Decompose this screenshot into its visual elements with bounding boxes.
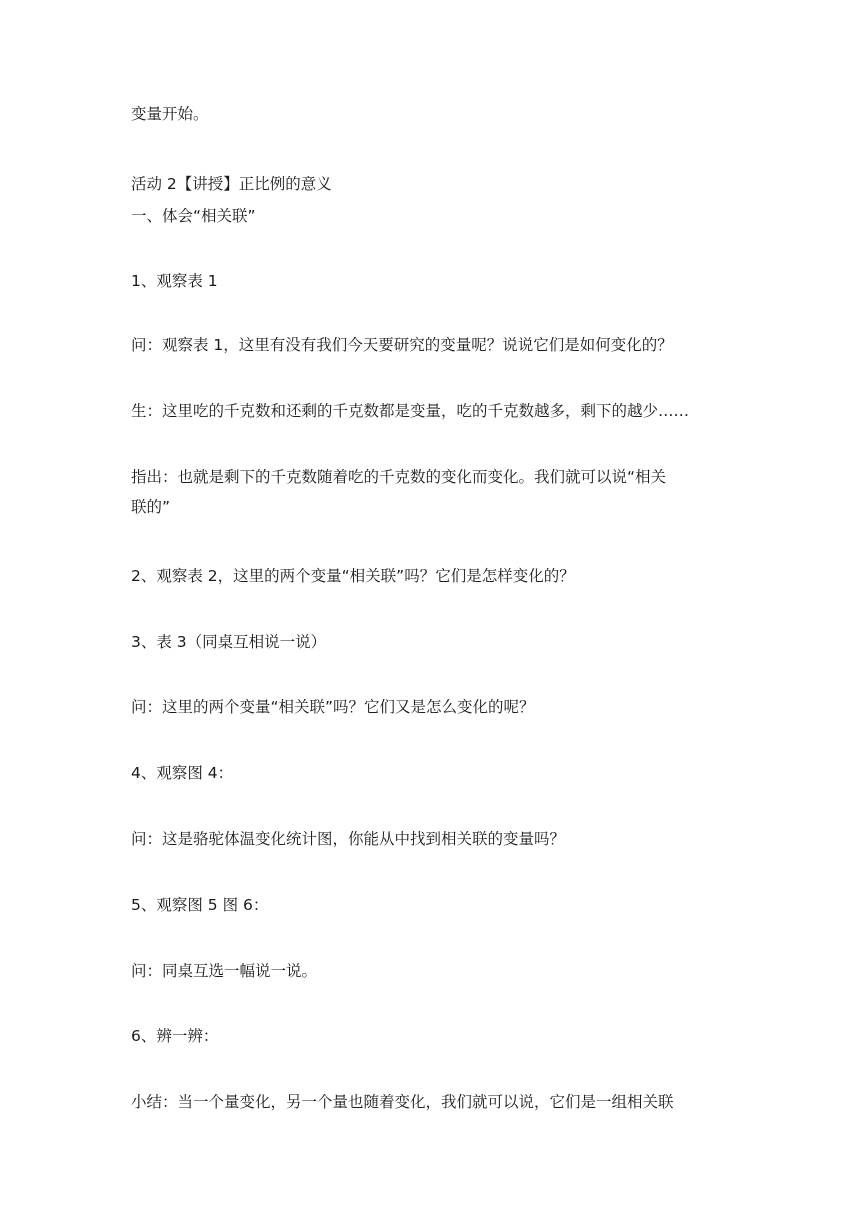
teacher-note-line-2: 联的”: [131, 498, 171, 516]
step-4-heading: 4、观察图 4：: [131, 764, 234, 782]
text-line-intro-ending: 变量开始。: [131, 105, 209, 123]
step-5-heading: 5、观察图 5 图 6：: [131, 896, 269, 914]
question-4: 问：这是骆驼体温变化统计图，你能从中找到相关联的变量吗？: [131, 830, 566, 848]
step-2-question: 2、观察表 2，这里的两个变量“相关联”吗？它们是怎样变化的？: [131, 567, 575, 585]
section-heading: 一、体会“相关联”: [131, 207, 256, 225]
question-3: 问：这里的两个变量“相关联”吗？它们又是怎么变化的呢？: [131, 698, 535, 716]
step-6-heading: 6、辨一辨：: [131, 1027, 219, 1045]
step-1-heading: 1、观察表 1: [131, 272, 218, 290]
activity-heading: 活动 2【讲授】正比例的意义: [131, 175, 332, 193]
student-answer: 生：这里吃的千克数和还剩的千克数都是变量，吃的千克数越多，剩下的越少……: [131, 402, 690, 420]
question-5: 问：同桌互选一幅说一说。: [131, 962, 318, 980]
step-3-heading: 3、表 3（同桌互相说一说）: [131, 633, 327, 651]
teacher-note-line-1: 指出：也就是剩下的千克数随着吃的千克数的变化而变化。我们就可以说“相关: [131, 468, 667, 486]
question-1: 问：观察表 1，这里有没有我们今天要研究的变量呢？说说它们是如何变化的？: [131, 336, 673, 354]
summary-line: 小结：当一个量变化，另一个量也随着变化，我们就可以说，它们是一组相关联: [131, 1093, 674, 1111]
